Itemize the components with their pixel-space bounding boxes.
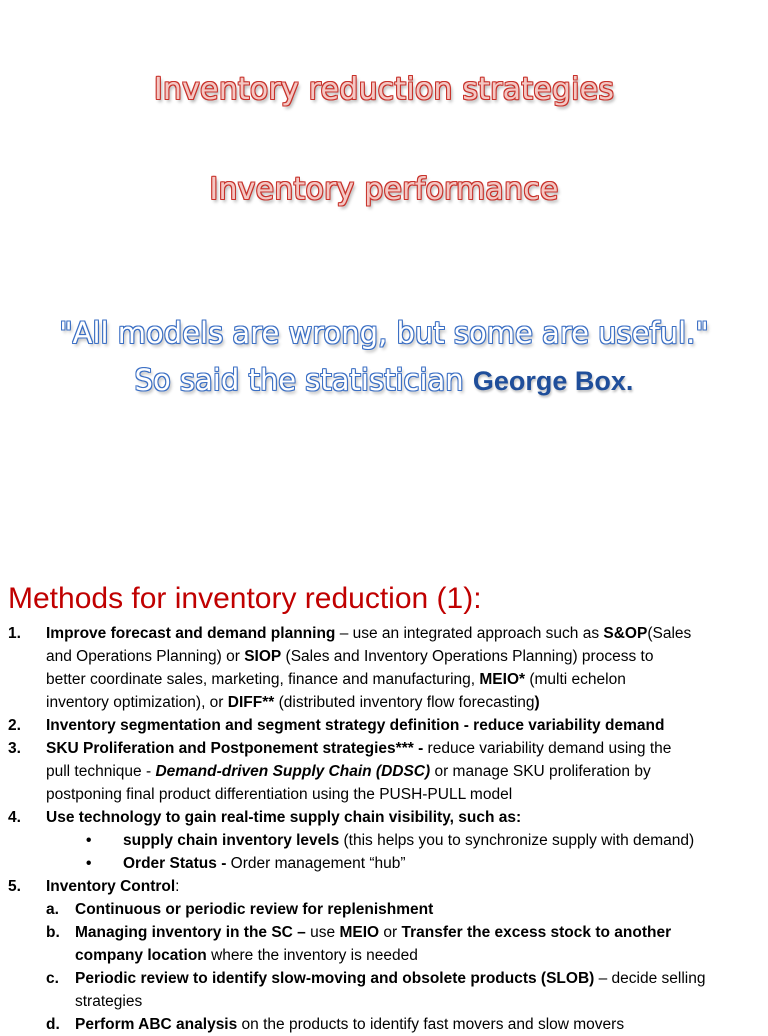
item-heading: Inventory Control: [46, 878, 176, 895]
item-text: reduce variability demand using the: [427, 740, 672, 757]
item-text: pull technique -: [46, 763, 156, 780]
item-term: Demand-driven Supply Chain (DDSC): [155, 763, 431, 780]
sub-item-b-line: [0, 944, 768, 967]
bullet-icon: •: [86, 855, 92, 872]
sub-item-heading: Perform ABC analysis: [75, 1016, 238, 1033]
slide-title-performance: Inventory performance: [209, 172, 559, 207]
methods-title: Methods for inventory reduction (1):: [8, 582, 482, 615]
item-text: and Operations Planning) or: [46, 648, 245, 665]
bullet-icon: •: [86, 832, 92, 849]
item-text: (Sales: [647, 625, 692, 642]
list-item-5: [0, 875, 768, 898]
sub-item-text: strategies: [75, 993, 143, 1010]
item-text: (distributed inventory flow forecasting: [274, 694, 535, 711]
item-text: (multi echelon: [525, 671, 626, 688]
attribution-name: George Box.: [472, 366, 634, 396]
sub-item-c-line: [0, 990, 768, 1013]
list-item-3-line: [0, 783, 768, 806]
sub-item-letter: a.: [46, 901, 59, 918]
bullet-item: [0, 852, 768, 875]
sub-item-heading: Managing inventory in the SC –: [75, 924, 311, 941]
sub-item-heading: Periodic review to identify slow-moving and obsolete products (SLOB): [75, 970, 595, 987]
list-item-3-line: [0, 760, 768, 783]
attribution-text: So said the statistician: [134, 363, 464, 397]
item-text: (Sales and Inventory Operations Planning) process to: [281, 648, 654, 665]
bullet-heading: supply chain inventory levels: [123, 832, 340, 849]
sub-item-text: use: [310, 924, 340, 941]
item-heading: Improve forecast and demand planning: [46, 625, 336, 642]
item-number: 5.: [8, 878, 21, 895]
bullet-text: Order management “hub”: [230, 855, 406, 872]
item-text: or manage SKU proliferation by: [430, 763, 651, 780]
item-text: postponing final product differentiation using the PUSH-PULL model: [46, 786, 513, 803]
item-text: – use an integrated approach such as: [335, 625, 604, 642]
sub-item-d: [0, 1013, 768, 1036]
quote-attribution: [0, 363, 768, 397]
sub-item-term: Transfer the excess stock to another: [401, 924, 672, 941]
item-text: :: [175, 878, 180, 895]
item-text: ): [534, 694, 540, 711]
list-item-1: [0, 622, 768, 645]
sub-item-text: where the inventory is needed: [206, 947, 418, 964]
bullet-item: [0, 829, 768, 852]
list-item-3: [0, 737, 768, 760]
sub-item-text: or: [379, 924, 402, 941]
methods-list: [0, 622, 768, 1036]
sub-item-a: [0, 898, 768, 921]
item-number: 4.: [8, 809, 21, 826]
methods-slide: [0, 580, 768, 1033]
list-item-1-line: [0, 668, 768, 691]
item-heading: Use technology to gain real-time supply chain visibility, such as:: [46, 809, 522, 826]
sub-item-letter: b.: [46, 924, 60, 941]
sub-item-c: [0, 967, 768, 990]
item-term: S&OP: [603, 625, 648, 642]
list-item-2: [0, 714, 768, 737]
bullet-text: (this helps you to synchronize supply with demand): [339, 832, 695, 849]
item-number: 1.: [8, 625, 21, 642]
sub-item-letter: c.: [46, 970, 59, 987]
item-term: MEIO*: [479, 671, 526, 688]
sub-item-text: – decide selling: [594, 970, 706, 987]
sub-item-term: company location: [75, 947, 207, 964]
item-number: 2.: [8, 717, 21, 734]
item-term: DIFF**: [227, 694, 275, 711]
item-heading: SKU Proliferation and Postponement strategies*** -: [46, 740, 428, 757]
quote-text: "All models are wrong, but some are useful.": [59, 316, 709, 350]
sub-item-b: [0, 921, 768, 944]
list-item-1-line: [0, 691, 768, 714]
item-heading: Inventory segmentation and segment strategy definition - reduce variability demand: [46, 717, 665, 734]
list-item-4: [0, 806, 768, 829]
sub-item-heading: Continuous or periodic review for replenishment: [75, 901, 434, 918]
item-text: better coordinate sales, marketing, finance and manufacturing,: [46, 671, 480, 688]
sub-item-text: on the products to identify fast movers and slow movers: [237, 1016, 625, 1033]
item-term: SIOP: [244, 648, 282, 665]
sub-item-term: MEIO: [339, 924, 380, 941]
item-number: 3.: [8, 740, 21, 757]
item-text: inventory optimization), or: [46, 694, 228, 711]
list-item-1-line: [0, 645, 768, 668]
sub-item-letter: d.: [46, 1016, 60, 1033]
bullet-heading: Order Status -: [123, 855, 231, 872]
slide-title-strategies: Inventory reduction strategies: [153, 72, 615, 107]
